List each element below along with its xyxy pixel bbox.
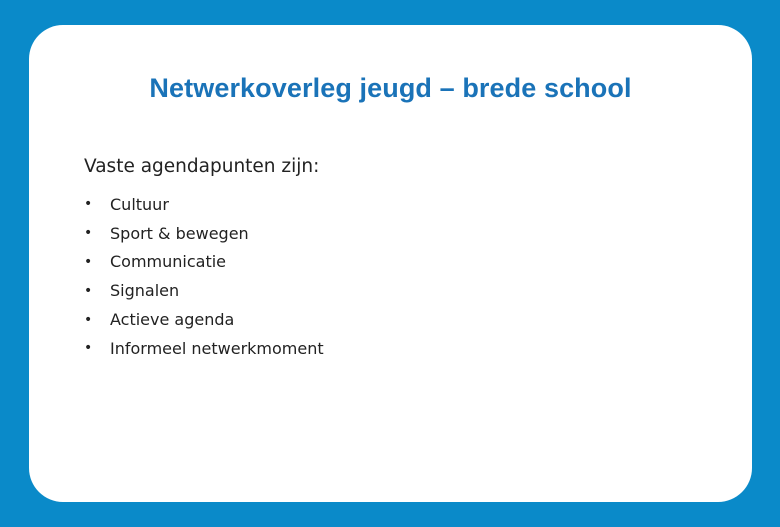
agenda-list: [84, 190, 324, 363]
list-item-label: Cultuur: [110, 194, 169, 214]
list-item-label: Sport & bewegen: [110, 223, 249, 243]
list-item: [84, 219, 324, 248]
list-item: [84, 305, 324, 334]
slide-panel: [29, 25, 752, 502]
list-item: [84, 248, 324, 277]
list-item-label: Informeel netwerkmoment: [110, 338, 324, 358]
bullet-icon: •: [84, 340, 93, 357]
bullet-icon: •: [84, 282, 93, 299]
list-item: [84, 190, 324, 219]
slide-title: Netwerkoverleg jeugd – brede school: [149, 73, 632, 103]
bullet-icon: •: [84, 253, 93, 270]
list-item-label: Signalen: [110, 281, 180, 301]
bullet-icon: •: [84, 311, 93, 328]
bullet-icon: •: [84, 196, 93, 213]
intro-text: Vaste agendapunten zijn:: [84, 156, 320, 177]
list-item-label: Actieve agenda: [110, 310, 235, 330]
list-item: [84, 334, 324, 363]
list-item-label: Communicatie: [110, 252, 227, 272]
list-item: [84, 276, 324, 305]
bullet-icon: •: [84, 225, 93, 242]
